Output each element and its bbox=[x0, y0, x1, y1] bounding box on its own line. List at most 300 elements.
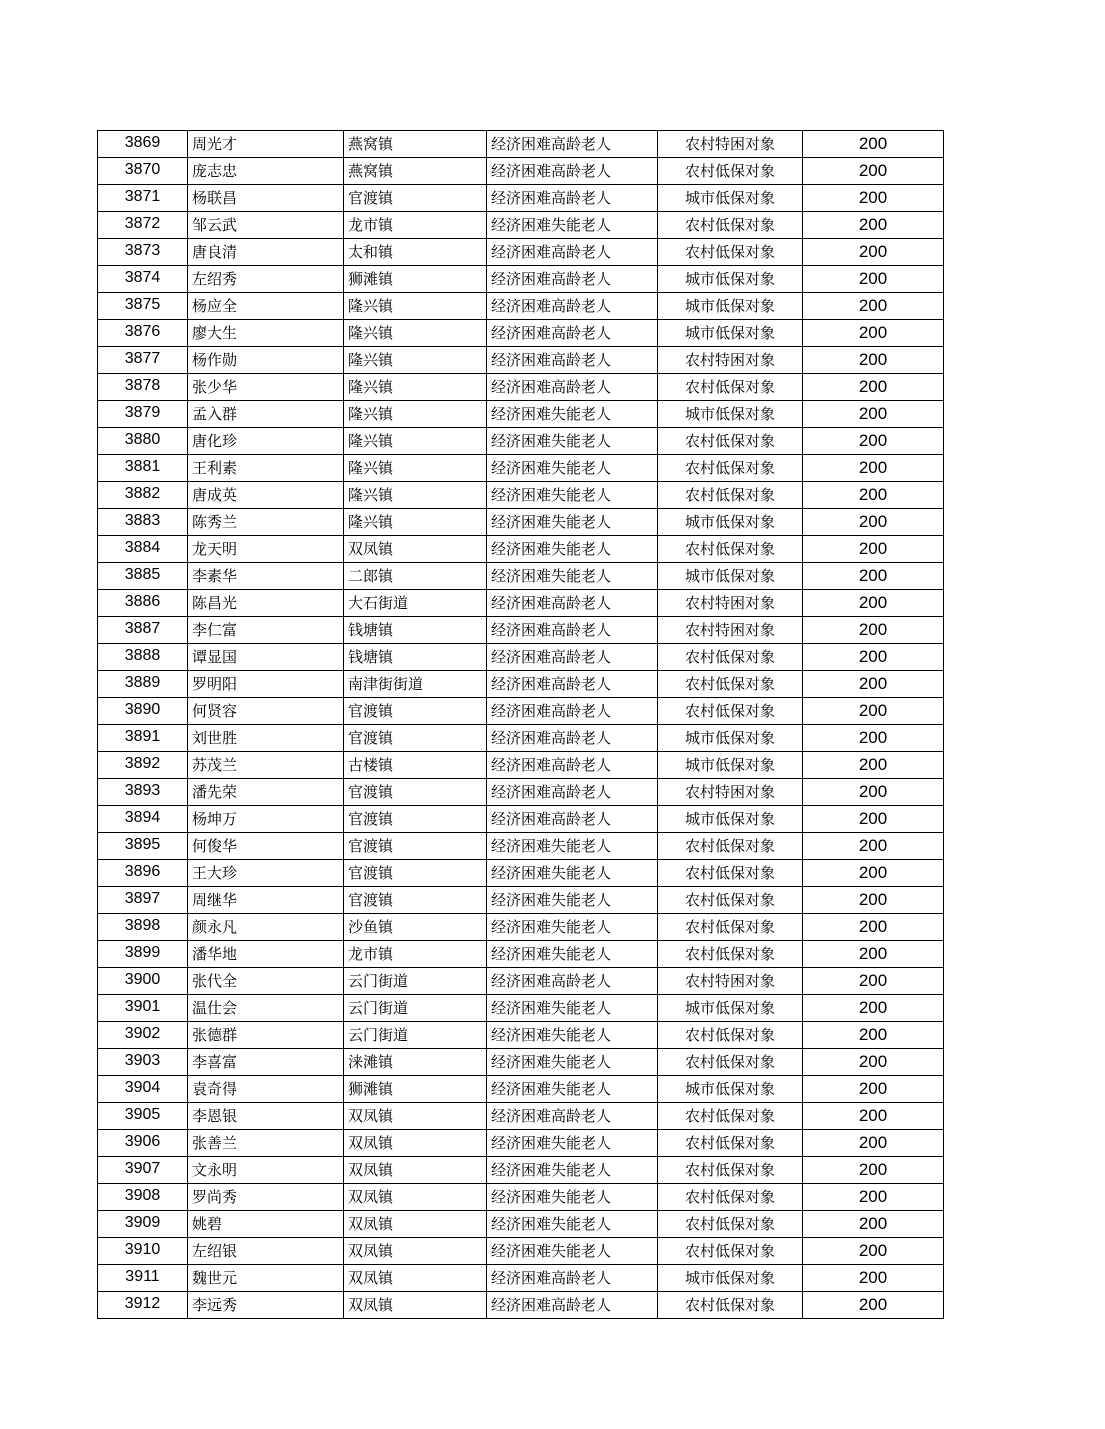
town-name-cell: 双凤镇 bbox=[344, 536, 487, 563]
table-row bbox=[98, 887, 944, 914]
town-name-cell: 隆兴镇 bbox=[344, 455, 487, 482]
assistance-type-cell: 城市低保对象 bbox=[658, 293, 803, 320]
category-cell: 经济困难高龄老人 bbox=[487, 644, 658, 671]
amount-cell: 200 bbox=[803, 833, 944, 860]
row-number-cell: 3878 bbox=[98, 374, 188, 401]
person-name-cell: 唐化珍 bbox=[188, 428, 344, 455]
amount-cell: 200 bbox=[803, 482, 944, 509]
person-name-cell: 李远秀 bbox=[188, 1292, 344, 1319]
category-cell: 经济困难失能老人 bbox=[487, 428, 658, 455]
table-row bbox=[98, 158, 944, 185]
town-name-cell: 官渡镇 bbox=[344, 860, 487, 887]
person-name-cell: 何俊华 bbox=[188, 833, 344, 860]
town-name-cell: 燕窝镇 bbox=[344, 131, 487, 158]
person-name-cell: 王大珍 bbox=[188, 860, 344, 887]
town-name-cell: 二郎镇 bbox=[344, 563, 487, 590]
assistance-type-cell: 城市低保对象 bbox=[658, 320, 803, 347]
person-name-cell: 陈昌光 bbox=[188, 590, 344, 617]
table-row bbox=[98, 293, 944, 320]
assistance-type-cell: 城市低保对象 bbox=[658, 563, 803, 590]
person-name-cell: 左绍银 bbox=[188, 1238, 344, 1265]
amount-cell: 200 bbox=[803, 752, 944, 779]
table-row bbox=[98, 914, 944, 941]
person-name-cell: 李恩银 bbox=[188, 1103, 344, 1130]
row-number-cell: 3906 bbox=[98, 1130, 188, 1157]
row-number-cell: 3873 bbox=[98, 239, 188, 266]
assistance-type-cell: 农村低保对象 bbox=[658, 941, 803, 968]
assistance-type-cell: 农村低保对象 bbox=[658, 644, 803, 671]
category-cell: 经济困难失能老人 bbox=[487, 1238, 658, 1265]
amount-cell: 200 bbox=[803, 1130, 944, 1157]
assistance-type-cell: 农村特困对象 bbox=[658, 779, 803, 806]
category-cell: 经济困难失能老人 bbox=[487, 860, 658, 887]
town-name-cell: 双凤镇 bbox=[344, 1130, 487, 1157]
assistance-type-cell: 城市低保对象 bbox=[658, 1265, 803, 1292]
town-name-cell: 双凤镇 bbox=[344, 1184, 487, 1211]
category-cell: 经济困难失能老人 bbox=[487, 995, 658, 1022]
person-name-cell: 李仁富 bbox=[188, 617, 344, 644]
category-cell: 经济困难高龄老人 bbox=[487, 293, 658, 320]
assistance-type-cell: 城市低保对象 bbox=[658, 1076, 803, 1103]
table-row bbox=[98, 671, 944, 698]
assistance-type-cell: 农村低保对象 bbox=[658, 914, 803, 941]
town-name-cell: 大石街道 bbox=[344, 590, 487, 617]
table-row bbox=[98, 509, 944, 536]
row-number-cell: 3908 bbox=[98, 1184, 188, 1211]
table-row bbox=[98, 1292, 944, 1319]
amount-cell: 200 bbox=[803, 860, 944, 887]
category-cell: 经济困难失能老人 bbox=[487, 1049, 658, 1076]
table-row bbox=[98, 482, 944, 509]
amount-cell: 200 bbox=[803, 239, 944, 266]
amount-cell: 200 bbox=[803, 455, 944, 482]
amount-cell: 200 bbox=[803, 1184, 944, 1211]
person-name-cell: 潘先荣 bbox=[188, 779, 344, 806]
person-name-cell: 王利素 bbox=[188, 455, 344, 482]
row-number-cell: 3905 bbox=[98, 1103, 188, 1130]
table-row bbox=[98, 752, 944, 779]
table-body bbox=[98, 131, 944, 1319]
category-cell: 经济困难高龄老人 bbox=[487, 806, 658, 833]
amount-cell: 200 bbox=[803, 968, 944, 995]
category-cell: 经济困难失能老人 bbox=[487, 941, 658, 968]
assistance-type-cell: 农村低保对象 bbox=[658, 1103, 803, 1130]
amount-cell: 200 bbox=[803, 131, 944, 158]
table-row bbox=[98, 1103, 944, 1130]
row-number-cell: 3892 bbox=[98, 752, 188, 779]
row-number-cell: 3886 bbox=[98, 590, 188, 617]
assistance-type-cell: 城市低保对象 bbox=[658, 401, 803, 428]
assistance-type-cell: 农村低保对象 bbox=[658, 239, 803, 266]
table-row bbox=[98, 833, 944, 860]
town-name-cell: 双凤镇 bbox=[344, 1103, 487, 1130]
town-name-cell: 龙市镇 bbox=[344, 941, 487, 968]
town-name-cell: 双凤镇 bbox=[344, 1265, 487, 1292]
table-row bbox=[98, 1238, 944, 1265]
row-number-cell: 3895 bbox=[98, 833, 188, 860]
table-row bbox=[98, 455, 944, 482]
amount-cell: 200 bbox=[803, 374, 944, 401]
row-number-cell: 3899 bbox=[98, 941, 188, 968]
category-cell: 经济困难失能老人 bbox=[487, 1076, 658, 1103]
assistance-type-cell: 城市低保对象 bbox=[658, 995, 803, 1022]
person-name-cell: 李素华 bbox=[188, 563, 344, 590]
town-name-cell: 钱塘镇 bbox=[344, 644, 487, 671]
person-name-cell: 何贤容 bbox=[188, 698, 344, 725]
assistance-type-cell: 农村特困对象 bbox=[658, 590, 803, 617]
category-cell: 经济困难失能老人 bbox=[487, 1130, 658, 1157]
assistance-type-cell: 农村低保对象 bbox=[658, 833, 803, 860]
person-name-cell: 唐成英 bbox=[188, 482, 344, 509]
assistance-type-cell: 农村低保对象 bbox=[658, 1292, 803, 1319]
category-cell: 经济困难高龄老人 bbox=[487, 1265, 658, 1292]
table-row bbox=[98, 185, 944, 212]
row-number-cell: 3890 bbox=[98, 698, 188, 725]
category-cell: 经济困难高龄老人 bbox=[487, 617, 658, 644]
row-number-cell: 3896 bbox=[98, 860, 188, 887]
row-number-cell: 3909 bbox=[98, 1211, 188, 1238]
category-cell: 经济困难高龄老人 bbox=[487, 374, 658, 401]
town-name-cell: 沙鱼镇 bbox=[344, 914, 487, 941]
row-number-cell: 3912 bbox=[98, 1292, 188, 1319]
row-number-cell: 3903 bbox=[98, 1049, 188, 1076]
row-number-cell: 3889 bbox=[98, 671, 188, 698]
table-row bbox=[98, 806, 944, 833]
row-number-cell: 3907 bbox=[98, 1157, 188, 1184]
person-name-cell: 廖大生 bbox=[188, 320, 344, 347]
amount-cell: 200 bbox=[803, 725, 944, 752]
assistance-type-cell: 农村低保对象 bbox=[658, 1130, 803, 1157]
town-name-cell: 太和镇 bbox=[344, 239, 487, 266]
person-name-cell: 左绍秀 bbox=[188, 266, 344, 293]
amount-cell: 200 bbox=[803, 509, 944, 536]
town-name-cell: 涞滩镇 bbox=[344, 1049, 487, 1076]
row-number-cell: 3881 bbox=[98, 455, 188, 482]
amount-cell: 200 bbox=[803, 293, 944, 320]
person-name-cell: 杨应全 bbox=[188, 293, 344, 320]
table-row bbox=[98, 239, 944, 266]
town-name-cell: 云门街道 bbox=[344, 968, 487, 995]
assistance-type-cell: 农村低保对象 bbox=[658, 212, 803, 239]
table-row bbox=[98, 428, 944, 455]
category-cell: 经济困难失能老人 bbox=[487, 1184, 658, 1211]
person-name-cell: 张善兰 bbox=[188, 1130, 344, 1157]
amount-cell: 200 bbox=[803, 914, 944, 941]
amount-cell: 200 bbox=[803, 887, 944, 914]
assistance-type-cell: 农村低保对象 bbox=[658, 1157, 803, 1184]
table-row bbox=[98, 968, 944, 995]
category-cell: 经济困难高龄老人 bbox=[487, 968, 658, 995]
amount-cell: 200 bbox=[803, 590, 944, 617]
row-number-cell: 3902 bbox=[98, 1022, 188, 1049]
table-row bbox=[98, 320, 944, 347]
amount-cell: 200 bbox=[803, 698, 944, 725]
category-cell: 经济困难失能老人 bbox=[487, 509, 658, 536]
assistance-type-cell: 农村特困对象 bbox=[658, 347, 803, 374]
table-row bbox=[98, 860, 944, 887]
category-cell: 经济困难高龄老人 bbox=[487, 590, 658, 617]
amount-cell: 200 bbox=[803, 1049, 944, 1076]
table-row bbox=[98, 1157, 944, 1184]
row-number-cell: 3875 bbox=[98, 293, 188, 320]
person-name-cell: 颜永凡 bbox=[188, 914, 344, 941]
amount-cell: 200 bbox=[803, 644, 944, 671]
row-number-cell: 3887 bbox=[98, 617, 188, 644]
person-name-cell: 李喜富 bbox=[188, 1049, 344, 1076]
amount-cell: 200 bbox=[803, 1157, 944, 1184]
table-row bbox=[98, 995, 944, 1022]
category-cell: 经济困难失能老人 bbox=[487, 401, 658, 428]
row-number-cell: 3871 bbox=[98, 185, 188, 212]
row-number-cell: 3893 bbox=[98, 779, 188, 806]
town-name-cell: 官渡镇 bbox=[344, 887, 487, 914]
town-name-cell: 官渡镇 bbox=[344, 806, 487, 833]
assistance-type-cell: 农村低保对象 bbox=[658, 428, 803, 455]
category-cell: 经济困难失能老人 bbox=[487, 887, 658, 914]
amount-cell: 200 bbox=[803, 212, 944, 239]
person-name-cell: 杨作勋 bbox=[188, 347, 344, 374]
town-name-cell: 隆兴镇 bbox=[344, 482, 487, 509]
category-cell: 经济困难高龄老人 bbox=[487, 671, 658, 698]
row-number-cell: 3910 bbox=[98, 1238, 188, 1265]
town-name-cell: 官渡镇 bbox=[344, 779, 487, 806]
person-name-cell: 周光才 bbox=[188, 131, 344, 158]
town-name-cell: 双凤镇 bbox=[344, 1292, 487, 1319]
town-name-cell: 双凤镇 bbox=[344, 1157, 487, 1184]
table-row bbox=[98, 131, 944, 158]
amount-cell: 200 bbox=[803, 1238, 944, 1265]
assistance-type-cell: 农村特困对象 bbox=[658, 131, 803, 158]
town-name-cell: 隆兴镇 bbox=[344, 428, 487, 455]
amount-cell: 200 bbox=[803, 1076, 944, 1103]
person-name-cell: 刘世胜 bbox=[188, 725, 344, 752]
assistance-type-cell: 农村低保对象 bbox=[658, 698, 803, 725]
assistance-type-cell: 城市低保对象 bbox=[658, 752, 803, 779]
category-cell: 经济困难失能老人 bbox=[487, 1157, 658, 1184]
assistance-type-cell: 农村低保对象 bbox=[658, 1049, 803, 1076]
town-name-cell: 双凤镇 bbox=[344, 1238, 487, 1265]
category-cell: 经济困难高龄老人 bbox=[487, 266, 658, 293]
assistance-type-cell: 农村低保对象 bbox=[658, 1238, 803, 1265]
row-number-cell: 3879 bbox=[98, 401, 188, 428]
assistance-type-cell: 农村低保对象 bbox=[658, 671, 803, 698]
amount-cell: 200 bbox=[803, 779, 944, 806]
person-name-cell: 温仕会 bbox=[188, 995, 344, 1022]
category-cell: 经济困难高龄老人 bbox=[487, 752, 658, 779]
row-number-cell: 3885 bbox=[98, 563, 188, 590]
row-number-cell: 3911 bbox=[98, 1265, 188, 1292]
assistance-type-cell: 城市低保对象 bbox=[658, 725, 803, 752]
town-name-cell: 云门街道 bbox=[344, 1022, 487, 1049]
row-number-cell: 3900 bbox=[98, 968, 188, 995]
table-row bbox=[98, 536, 944, 563]
person-name-cell: 潘华地 bbox=[188, 941, 344, 968]
amount-cell: 200 bbox=[803, 428, 944, 455]
assistance-type-cell: 农村低保对象 bbox=[658, 374, 803, 401]
row-number-cell: 3870 bbox=[98, 158, 188, 185]
assistance-type-cell: 农村低保对象 bbox=[658, 455, 803, 482]
amount-cell: 200 bbox=[803, 320, 944, 347]
town-name-cell: 双凤镇 bbox=[344, 1211, 487, 1238]
person-name-cell: 文永明 bbox=[188, 1157, 344, 1184]
person-name-cell: 魏世元 bbox=[188, 1265, 344, 1292]
row-number-cell: 3869 bbox=[98, 131, 188, 158]
row-number-cell: 3876 bbox=[98, 320, 188, 347]
person-name-cell: 杨联昌 bbox=[188, 185, 344, 212]
category-cell: 经济困难失能老人 bbox=[487, 563, 658, 590]
assistance-type-cell: 城市低保对象 bbox=[658, 806, 803, 833]
person-name-cell: 杨坤万 bbox=[188, 806, 344, 833]
assistance-type-cell: 农村特困对象 bbox=[658, 617, 803, 644]
person-name-cell: 孟入群 bbox=[188, 401, 344, 428]
category-cell: 经济困难失能老人 bbox=[487, 536, 658, 563]
category-cell: 经济困难高龄老人 bbox=[487, 185, 658, 212]
amount-cell: 200 bbox=[803, 1211, 944, 1238]
table-row bbox=[98, 698, 944, 725]
town-name-cell: 钱塘镇 bbox=[344, 617, 487, 644]
assistance-type-cell: 农村低保对象 bbox=[658, 1022, 803, 1049]
person-name-cell: 姚碧 bbox=[188, 1211, 344, 1238]
category-cell: 经济困难失能老人 bbox=[487, 455, 658, 482]
row-number-cell: 3872 bbox=[98, 212, 188, 239]
town-name-cell: 官渡镇 bbox=[344, 698, 487, 725]
category-cell: 经济困难高龄老人 bbox=[487, 131, 658, 158]
assistance-type-cell: 农村低保对象 bbox=[658, 1184, 803, 1211]
category-cell: 经济困难高龄老人 bbox=[487, 725, 658, 752]
assistance-type-cell: 农村低保对象 bbox=[658, 482, 803, 509]
assistance-type-cell: 农村低保对象 bbox=[658, 1211, 803, 1238]
table-row bbox=[98, 1049, 944, 1076]
person-name-cell: 谭显国 bbox=[188, 644, 344, 671]
table-row bbox=[98, 779, 944, 806]
category-cell: 经济困难高龄老人 bbox=[487, 347, 658, 374]
table-row bbox=[98, 617, 944, 644]
assistance-type-cell: 农村特困对象 bbox=[658, 968, 803, 995]
amount-cell: 200 bbox=[803, 995, 944, 1022]
person-name-cell: 袁奇得 bbox=[188, 1076, 344, 1103]
row-number-cell: 3897 bbox=[98, 887, 188, 914]
category-cell: 经济困难高龄老人 bbox=[487, 239, 658, 266]
town-name-cell: 狮滩镇 bbox=[344, 266, 487, 293]
assistance-type-cell: 农村低保对象 bbox=[658, 158, 803, 185]
row-number-cell: 3877 bbox=[98, 347, 188, 374]
table-row bbox=[98, 1076, 944, 1103]
town-name-cell: 官渡镇 bbox=[344, 833, 487, 860]
town-name-cell: 龙市镇 bbox=[344, 212, 487, 239]
amount-cell: 200 bbox=[803, 401, 944, 428]
town-name-cell: 古楼镇 bbox=[344, 752, 487, 779]
person-name-cell: 邹云武 bbox=[188, 212, 344, 239]
row-number-cell: 3884 bbox=[98, 536, 188, 563]
town-name-cell: 官渡镇 bbox=[344, 185, 487, 212]
town-name-cell: 官渡镇 bbox=[344, 725, 487, 752]
row-number-cell: 3894 bbox=[98, 806, 188, 833]
amount-cell: 200 bbox=[803, 563, 944, 590]
row-number-cell: 3901 bbox=[98, 995, 188, 1022]
table-row bbox=[98, 212, 944, 239]
person-name-cell: 龙天明 bbox=[188, 536, 344, 563]
row-number-cell: 3891 bbox=[98, 725, 188, 752]
town-name-cell: 隆兴镇 bbox=[344, 347, 487, 374]
amount-cell: 200 bbox=[803, 185, 944, 212]
amount-cell: 200 bbox=[803, 617, 944, 644]
row-number-cell: 3888 bbox=[98, 644, 188, 671]
amount-cell: 200 bbox=[803, 941, 944, 968]
table-row bbox=[98, 644, 944, 671]
amount-cell: 200 bbox=[803, 806, 944, 833]
row-number-cell: 3880 bbox=[98, 428, 188, 455]
person-name-cell: 张少华 bbox=[188, 374, 344, 401]
town-name-cell: 南津街街道 bbox=[344, 671, 487, 698]
person-name-cell: 罗尚秀 bbox=[188, 1184, 344, 1211]
table-row bbox=[98, 266, 944, 293]
town-name-cell: 隆兴镇 bbox=[344, 374, 487, 401]
table-row bbox=[98, 725, 944, 752]
table-row bbox=[98, 590, 944, 617]
town-name-cell: 隆兴镇 bbox=[344, 320, 487, 347]
table-row bbox=[98, 1130, 944, 1157]
category-cell: 经济困难高龄老人 bbox=[487, 158, 658, 185]
assistance-type-cell: 农村低保对象 bbox=[658, 536, 803, 563]
table-row bbox=[98, 401, 944, 428]
category-cell: 经济困难高龄老人 bbox=[487, 698, 658, 725]
category-cell: 经济困难失能老人 bbox=[487, 212, 658, 239]
town-name-cell: 燕窝镇 bbox=[344, 158, 487, 185]
amount-cell: 200 bbox=[803, 536, 944, 563]
person-name-cell: 陈秀兰 bbox=[188, 509, 344, 536]
amount-cell: 200 bbox=[803, 671, 944, 698]
row-number-cell: 3883 bbox=[98, 509, 188, 536]
assistance-type-cell: 农村低保对象 bbox=[658, 887, 803, 914]
amount-cell: 200 bbox=[803, 1265, 944, 1292]
assistance-type-cell: 城市低保对象 bbox=[658, 266, 803, 293]
town-name-cell: 狮滩镇 bbox=[344, 1076, 487, 1103]
data-table bbox=[97, 130, 944, 1319]
person-name-cell: 张代全 bbox=[188, 968, 344, 995]
amount-cell: 200 bbox=[803, 266, 944, 293]
table-row bbox=[98, 1022, 944, 1049]
table-row bbox=[98, 563, 944, 590]
amount-cell: 200 bbox=[803, 158, 944, 185]
town-name-cell: 隆兴镇 bbox=[344, 401, 487, 428]
amount-cell: 200 bbox=[803, 1292, 944, 1319]
town-name-cell: 云门街道 bbox=[344, 995, 487, 1022]
amount-cell: 200 bbox=[803, 1022, 944, 1049]
category-cell: 经济困难高龄老人 bbox=[487, 779, 658, 806]
table-row bbox=[98, 1184, 944, 1211]
table-row bbox=[98, 941, 944, 968]
table-row bbox=[98, 1211, 944, 1238]
row-number-cell: 3882 bbox=[98, 482, 188, 509]
row-number-cell: 3904 bbox=[98, 1076, 188, 1103]
table-row bbox=[98, 1265, 944, 1292]
row-number-cell: 3874 bbox=[98, 266, 188, 293]
amount-cell: 200 bbox=[803, 1103, 944, 1130]
person-name-cell: 庞志忠 bbox=[188, 158, 344, 185]
person-name-cell: 唐良清 bbox=[188, 239, 344, 266]
table-row bbox=[98, 347, 944, 374]
category-cell: 经济困难高龄老人 bbox=[487, 320, 658, 347]
category-cell: 经济困难失能老人 bbox=[487, 833, 658, 860]
category-cell: 经济困难高龄老人 bbox=[487, 1103, 658, 1130]
town-name-cell: 隆兴镇 bbox=[344, 509, 487, 536]
person-name-cell: 苏茂兰 bbox=[188, 752, 344, 779]
person-name-cell: 罗明阳 bbox=[188, 671, 344, 698]
table-row bbox=[98, 374, 944, 401]
category-cell: 经济困难失能老人 bbox=[487, 914, 658, 941]
assistance-type-cell: 农村低保对象 bbox=[658, 860, 803, 887]
category-cell: 经济困难失能老人 bbox=[487, 1022, 658, 1049]
